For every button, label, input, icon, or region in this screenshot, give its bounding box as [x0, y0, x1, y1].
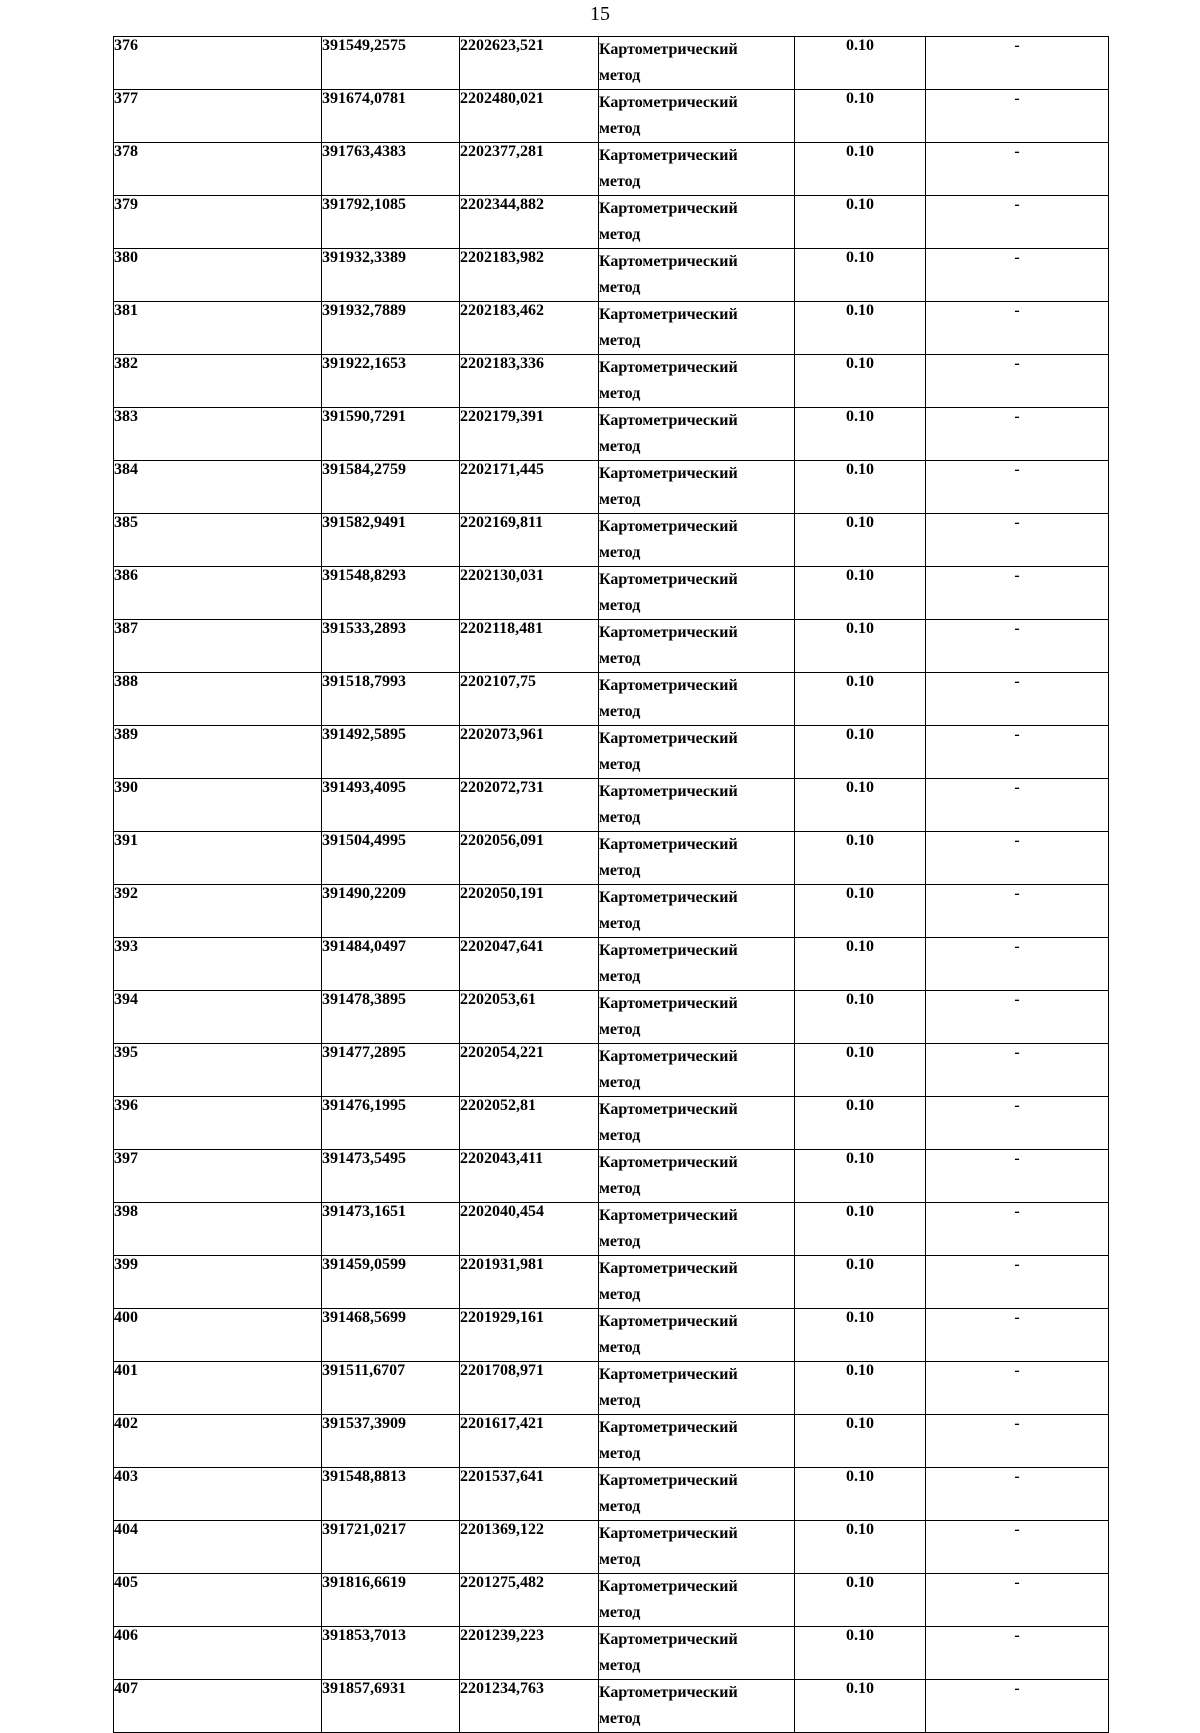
accuracy-cell: 0.10: [795, 1415, 926, 1468]
table-row: [114, 779, 1109, 832]
accuracy-cell: 0.10: [795, 1256, 926, 1309]
method-line-2: метод: [599, 1551, 641, 1568]
note-cell: -: [926, 991, 1109, 1044]
method-cell: [599, 779, 795, 832]
method-line-2: метод: [599, 491, 641, 508]
note-cell: -: [926, 1574, 1109, 1627]
method-line-2: метод: [599, 332, 641, 349]
point-number-cell: 377: [114, 90, 322, 143]
method-line-1: Картометрический: [599, 1684, 738, 1701]
method-cell: [599, 1574, 795, 1627]
note-cell: -: [926, 567, 1109, 620]
accuracy-cell: 0.10: [795, 1468, 926, 1521]
method-cell: [599, 302, 795, 355]
method-line-2: метод: [599, 173, 641, 190]
x-coordinate-cell: 391582,9491: [322, 514, 460, 567]
x-coordinate-cell: 391922,1653: [322, 355, 460, 408]
point-number-cell: 383: [114, 408, 322, 461]
accuracy-cell: 0.10: [795, 832, 926, 885]
table-row: [114, 1415, 1109, 1468]
method-line-2: метод: [599, 1233, 641, 1250]
y-coordinate-cell: 2202179,391: [460, 408, 599, 461]
accuracy-cell: 0.10: [795, 408, 926, 461]
method-line-1: Картометрический: [599, 995, 738, 1012]
method-cell: [599, 567, 795, 620]
y-coordinate-cell: 2202053,61: [460, 991, 599, 1044]
method-line-1: Картометрический: [599, 306, 738, 323]
method-cell: [599, 726, 795, 779]
y-coordinate-cell: 2202169,811: [460, 514, 599, 567]
x-coordinate-cell: 391721,0217: [322, 1521, 460, 1574]
y-coordinate-cell: 2202073,961: [460, 726, 599, 779]
method-line-2: метод: [599, 1021, 641, 1038]
point-number-cell: 381: [114, 302, 322, 355]
method-cell: [599, 1203, 795, 1256]
x-coordinate-cell: 391490,2209: [322, 885, 460, 938]
note-cell: -: [926, 143, 1109, 196]
accuracy-cell: 0.10: [795, 1574, 926, 1627]
note-cell: -: [926, 1203, 1109, 1256]
note-cell: -: [926, 1415, 1109, 1468]
x-coordinate-cell: 391549,2575: [322, 37, 460, 90]
y-coordinate-cell: 2202052,81: [460, 1097, 599, 1150]
y-coordinate-cell: 2202047,641: [460, 938, 599, 991]
y-coordinate-cell: 2202056,091: [460, 832, 599, 885]
accuracy-cell: 0.10: [795, 514, 926, 567]
note-cell: -: [926, 832, 1109, 885]
method-line-2: метод: [599, 809, 641, 826]
y-coordinate-cell: 2201929,161: [460, 1309, 599, 1362]
point-number-cell: 397: [114, 1150, 322, 1203]
method-cell: [599, 991, 795, 1044]
table-row: [114, 1203, 1109, 1256]
table-row: [114, 249, 1109, 302]
method-cell: [599, 1150, 795, 1203]
x-coordinate-cell: 391590,7291: [322, 408, 460, 461]
method-line-1: Картометрический: [599, 1578, 738, 1595]
method-line-2: метод: [599, 597, 641, 614]
note-cell: -: [926, 90, 1109, 143]
point-number-cell: 398: [114, 1203, 322, 1256]
method-cell: [599, 249, 795, 302]
method-line-1: Картометрический: [599, 1419, 738, 1436]
note-cell: -: [926, 1150, 1109, 1203]
table-row: [114, 832, 1109, 885]
table-row: [114, 620, 1109, 673]
method-line-1: Картометрический: [599, 147, 738, 164]
y-coordinate-cell: 2202183,462: [460, 302, 599, 355]
accuracy-cell: 0.10: [795, 461, 926, 514]
accuracy-cell: 0.10: [795, 1627, 926, 1680]
method-line-1: Картометрический: [599, 1154, 738, 1171]
x-coordinate-cell: 391792,1085: [322, 196, 460, 249]
y-coordinate-cell: 2202377,281: [460, 143, 599, 196]
method-cell: [599, 1362, 795, 1415]
point-number-cell: 382: [114, 355, 322, 408]
accuracy-cell: 0.10: [795, 355, 926, 408]
note-cell: -: [926, 1309, 1109, 1362]
x-coordinate-cell: 391511,6707: [322, 1362, 460, 1415]
accuracy-cell: 0.10: [795, 37, 926, 90]
x-coordinate-cell: 391478,3895: [322, 991, 460, 1044]
point-number-cell: 390: [114, 779, 322, 832]
method-line-1: Картометрический: [599, 1472, 738, 1489]
method-line-2: метод: [599, 1392, 641, 1409]
method-cell: [599, 514, 795, 567]
note-cell: -: [926, 938, 1109, 991]
y-coordinate-cell: 2202130,031: [460, 567, 599, 620]
table-row: [114, 1256, 1109, 1309]
method-line-1: Картометрический: [599, 1260, 738, 1277]
note-cell: -: [926, 1627, 1109, 1680]
y-coordinate-cell: 2201234,763: [460, 1680, 599, 1733]
accuracy-cell: 0.10: [795, 196, 926, 249]
method-line-1: Картометрический: [599, 1631, 738, 1648]
x-coordinate-cell: 391518,7993: [322, 673, 460, 726]
method-line-2: метод: [599, 1286, 641, 1303]
accuracy-cell: 0.10: [795, 673, 926, 726]
table-row: [114, 461, 1109, 514]
y-coordinate-cell: 2202118,481: [460, 620, 599, 673]
note-cell: -: [926, 885, 1109, 938]
accuracy-cell: 0.10: [795, 1362, 926, 1415]
method-cell: [599, 1680, 795, 1733]
table-row: [114, 673, 1109, 726]
point-number-cell: 388: [114, 673, 322, 726]
method-line-1: Картометрический: [599, 359, 738, 376]
accuracy-cell: 0.10: [795, 1680, 926, 1733]
accuracy-cell: 0.10: [795, 620, 926, 673]
method-line-2: метод: [599, 279, 641, 296]
method-cell: [599, 1627, 795, 1680]
method-line-2: метод: [599, 1339, 641, 1356]
point-number-cell: 394: [114, 991, 322, 1044]
method-line-2: метод: [599, 385, 641, 402]
x-coordinate-cell: 391932,7889: [322, 302, 460, 355]
method-line-2: метод: [599, 1498, 641, 1515]
method-line-1: Картометрический: [599, 253, 738, 270]
table-row: [114, 1468, 1109, 1521]
method-cell: [599, 938, 795, 991]
table-row: [114, 1309, 1109, 1362]
x-coordinate-cell: 391492,5895: [322, 726, 460, 779]
accuracy-cell: 0.10: [795, 143, 926, 196]
method-cell: [599, 1468, 795, 1521]
method-line-1: Картометрический: [599, 1207, 738, 1224]
x-coordinate-cell: 391473,1651: [322, 1203, 460, 1256]
method-line-1: Картометрический: [599, 677, 738, 694]
page-number: 15: [590, 3, 610, 25]
note-cell: -: [926, 355, 1109, 408]
point-number-cell: 393: [114, 938, 322, 991]
y-coordinate-cell: 2202623,521: [460, 37, 599, 90]
note-cell: -: [926, 1256, 1109, 1309]
coordinates-table: [113, 36, 1109, 1733]
x-coordinate-cell: 391763,4383: [322, 143, 460, 196]
accuracy-cell: 0.10: [795, 1097, 926, 1150]
note-cell: -: [926, 196, 1109, 249]
y-coordinate-cell: 2202171,445: [460, 461, 599, 514]
table-row: [114, 37, 1109, 90]
point-number-cell: 386: [114, 567, 322, 620]
table-row: [114, 991, 1109, 1044]
method-cell: [599, 355, 795, 408]
x-coordinate-cell: 391853,7013: [322, 1627, 460, 1680]
accuracy-cell: 0.10: [795, 1044, 926, 1097]
point-number-cell: 399: [114, 1256, 322, 1309]
y-coordinate-cell: 2202072,731: [460, 779, 599, 832]
note-cell: -: [926, 1097, 1109, 1150]
y-coordinate-cell: 2201537,641: [460, 1468, 599, 1521]
table-row: [114, 196, 1109, 249]
y-coordinate-cell: 2201617,421: [460, 1415, 599, 1468]
method-line-2: метод: [599, 438, 641, 455]
method-line-1: Картометрический: [599, 783, 738, 800]
method-line-2: метод: [599, 67, 641, 84]
method-line-1: Картометрический: [599, 1313, 738, 1330]
method-cell: [599, 196, 795, 249]
point-number-cell: 404: [114, 1521, 322, 1574]
method-line-1: Картометрический: [599, 41, 738, 58]
method-line-1: Картометрический: [599, 624, 738, 641]
table-row: [114, 1362, 1109, 1415]
method-line-1: Картометрический: [599, 942, 738, 959]
accuracy-cell: 0.10: [795, 726, 926, 779]
note-cell: -: [926, 620, 1109, 673]
y-coordinate-cell: 2201708,971: [460, 1362, 599, 1415]
point-number-cell: 385: [114, 514, 322, 567]
x-coordinate-cell: 391537,3909: [322, 1415, 460, 1468]
method-cell: [599, 1309, 795, 1362]
x-coordinate-cell: 391857,6931: [322, 1680, 460, 1733]
accuracy-cell: 0.10: [795, 1203, 926, 1256]
table-row: [114, 1574, 1109, 1627]
y-coordinate-cell: 2202183,982: [460, 249, 599, 302]
y-coordinate-cell: 2202054,221: [460, 1044, 599, 1097]
table-row: [114, 726, 1109, 779]
point-number-cell: 401: [114, 1362, 322, 1415]
method-line-2: метод: [599, 1180, 641, 1197]
method-cell: [599, 620, 795, 673]
x-coordinate-cell: 391533,2893: [322, 620, 460, 673]
x-coordinate-cell: 391504,4995: [322, 832, 460, 885]
note-cell: -: [926, 461, 1109, 514]
point-number-cell: 406: [114, 1627, 322, 1680]
x-coordinate-cell: 391548,8293: [322, 567, 460, 620]
point-number-cell: 391: [114, 832, 322, 885]
method-line-1: Картометрический: [599, 1525, 738, 1542]
x-coordinate-cell: 391468,5699: [322, 1309, 460, 1362]
accuracy-cell: 0.10: [795, 302, 926, 355]
method-line-2: метод: [599, 1127, 641, 1144]
method-line-2: метод: [599, 1445, 641, 1462]
y-coordinate-cell: 2202480,021: [460, 90, 599, 143]
note-cell: -: [926, 408, 1109, 461]
method-line-1: Картометрический: [599, 1101, 738, 1118]
method-line-2: метод: [599, 756, 641, 773]
note-cell: -: [926, 1044, 1109, 1097]
point-number-cell: 403: [114, 1468, 322, 1521]
point-number-cell: 380: [114, 249, 322, 302]
accuracy-cell: 0.10: [795, 1150, 926, 1203]
table-row: [114, 355, 1109, 408]
y-coordinate-cell: 2202107,75: [460, 673, 599, 726]
method-line-2: метод: [599, 1657, 641, 1674]
point-number-cell: 392: [114, 885, 322, 938]
method-line-2: метод: [599, 544, 641, 561]
method-line-1: Картометрический: [599, 1048, 738, 1065]
point-number-cell: 400: [114, 1309, 322, 1362]
point-number-cell: 405: [114, 1574, 322, 1627]
method-line-2: метод: [599, 915, 641, 932]
table-row: [114, 938, 1109, 991]
point-number-cell: 387: [114, 620, 322, 673]
method-line-1: Картометрический: [599, 412, 738, 429]
method-cell: [599, 1521, 795, 1574]
note-cell: -: [926, 302, 1109, 355]
note-cell: -: [926, 249, 1109, 302]
y-coordinate-cell: 2202344,882: [460, 196, 599, 249]
x-coordinate-cell: 391932,3389: [322, 249, 460, 302]
accuracy-cell: 0.10: [795, 1309, 926, 1362]
point-number-cell: 378: [114, 143, 322, 196]
x-coordinate-cell: 391459,0599: [322, 1256, 460, 1309]
method-cell: [599, 90, 795, 143]
y-coordinate-cell: 2202043,411: [460, 1150, 599, 1203]
accuracy-cell: 0.10: [795, 885, 926, 938]
method-cell: [599, 1256, 795, 1309]
accuracy-cell: 0.10: [795, 1521, 926, 1574]
point-number-cell: 379: [114, 196, 322, 249]
y-coordinate-cell: 2202040,454: [460, 1203, 599, 1256]
table-row: [114, 1680, 1109, 1733]
note-cell: -: [926, 1521, 1109, 1574]
point-number-cell: 384: [114, 461, 322, 514]
method-cell: [599, 1415, 795, 1468]
table-row: [114, 302, 1109, 355]
method-line-1: Картометрический: [599, 730, 738, 747]
point-number-cell: 376: [114, 37, 322, 90]
note-cell: -: [926, 1468, 1109, 1521]
method-line-1: Картометрический: [599, 1366, 738, 1383]
y-coordinate-cell: 2201275,482: [460, 1574, 599, 1627]
x-coordinate-cell: 391473,5495: [322, 1150, 460, 1203]
method-cell: [599, 37, 795, 90]
method-line-1: Картометрический: [599, 94, 738, 111]
method-line-1: Картометрический: [599, 889, 738, 906]
note-cell: -: [926, 37, 1109, 90]
accuracy-cell: 0.10: [795, 991, 926, 1044]
table-row: [114, 567, 1109, 620]
method-line-2: метод: [599, 120, 641, 137]
note-cell: -: [926, 779, 1109, 832]
accuracy-cell: 0.10: [795, 779, 926, 832]
table-row: [114, 1044, 1109, 1097]
method-cell: [599, 832, 795, 885]
y-coordinate-cell: 2201369,122: [460, 1521, 599, 1574]
method-cell: [599, 143, 795, 196]
point-number-cell: 395: [114, 1044, 322, 1097]
table-row: [114, 1097, 1109, 1150]
point-number-cell: 402: [114, 1415, 322, 1468]
note-cell: -: [926, 1680, 1109, 1733]
accuracy-cell: 0.10: [795, 249, 926, 302]
coordinates-table-body: [114, 37, 1109, 1733]
x-coordinate-cell: 391816,6619: [322, 1574, 460, 1627]
accuracy-cell: 0.10: [795, 567, 926, 620]
method-line-1: Картометрический: [599, 518, 738, 535]
table-row: [114, 514, 1109, 567]
method-cell: [599, 1097, 795, 1150]
x-coordinate-cell: 391674,0781: [322, 90, 460, 143]
table-row: [114, 885, 1109, 938]
method-cell: [599, 673, 795, 726]
accuracy-cell: 0.10: [795, 90, 926, 143]
table-row: [114, 143, 1109, 196]
method-line-2: метод: [599, 703, 641, 720]
x-coordinate-cell: 391476,1995: [322, 1097, 460, 1150]
method-line-1: Картометрический: [599, 200, 738, 217]
table-row: [114, 1627, 1109, 1680]
accuracy-cell: 0.10: [795, 938, 926, 991]
x-coordinate-cell: 391493,4095: [322, 779, 460, 832]
x-coordinate-cell: 391548,8813: [322, 1468, 460, 1521]
point-number-cell: 407: [114, 1680, 322, 1733]
note-cell: -: [926, 673, 1109, 726]
method-cell: [599, 461, 795, 514]
method-line-1: Картометрический: [599, 465, 738, 482]
method-line-2: метод: [599, 862, 641, 879]
method-line-2: метод: [599, 1710, 641, 1727]
x-coordinate-cell: 391584,2759: [322, 461, 460, 514]
method-line-2: метод: [599, 226, 641, 243]
method-cell: [599, 408, 795, 461]
note-cell: -: [926, 514, 1109, 567]
y-coordinate-cell: 2201239,223: [460, 1627, 599, 1680]
method-line-2: метод: [599, 650, 641, 667]
method-line-1: Картометрический: [599, 571, 738, 588]
table-row: [114, 1521, 1109, 1574]
x-coordinate-cell: 391477,2895: [322, 1044, 460, 1097]
method-line-1: Картометрический: [599, 836, 738, 853]
method-line-2: метод: [599, 1074, 641, 1091]
point-number-cell: 389: [114, 726, 322, 779]
x-coordinate-cell: 391484,0497: [322, 938, 460, 991]
method-cell: [599, 1044, 795, 1097]
table-row: [114, 1150, 1109, 1203]
y-coordinate-cell: 2202183,336: [460, 355, 599, 408]
point-number-cell: 396: [114, 1097, 322, 1150]
note-cell: -: [926, 1362, 1109, 1415]
method-line-2: метод: [599, 1604, 641, 1621]
y-coordinate-cell: 2202050,191: [460, 885, 599, 938]
note-cell: -: [926, 726, 1109, 779]
method-line-2: метод: [599, 968, 641, 985]
table-row: [114, 90, 1109, 143]
method-cell: [599, 885, 795, 938]
y-coordinate-cell: 2201931,981: [460, 1256, 599, 1309]
table-row: [114, 408, 1109, 461]
